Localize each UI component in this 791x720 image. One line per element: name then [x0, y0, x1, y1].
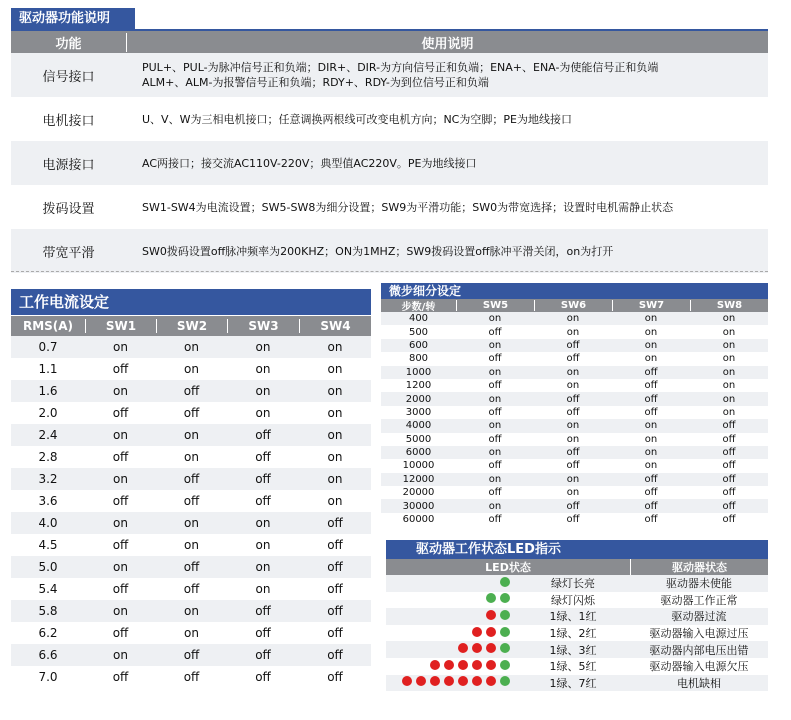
current-rms-cell: 7.0: [38, 670, 58, 684]
microstep-row: [381, 446, 768, 459]
current-switch-cell: on: [327, 406, 343, 420]
current-switch-cell: on: [255, 582, 271, 596]
green-led-icon: [500, 593, 510, 603]
red-led-icon: [486, 676, 496, 686]
microstep-switch-cell: on: [722, 380, 736, 392]
current-switch-cell: on: [113, 604, 128, 618]
microstep-switch-cell: off: [722, 473, 736, 485]
current-rms-cell: 6.2: [38, 626, 58, 640]
microstep-switch-cell: on: [722, 326, 736, 338]
led-indicator: [386, 593, 516, 606]
microstep-table: [381, 299, 768, 526]
microstep-steps-cell: 5000: [405, 433, 432, 445]
microstep-row: [381, 419, 768, 432]
current-rms-cell: 5.0: [38, 560, 58, 574]
current-rms-cell: 3.6: [38, 494, 58, 508]
led-row: [386, 641, 768, 658]
green-led-icon: [500, 577, 510, 587]
current-switch-cell: on: [255, 406, 271, 420]
microstep-switch-cell: on: [488, 339, 502, 351]
current-switch-cell: off: [183, 406, 200, 420]
function-section-title: 驱动器功能说明: [11, 8, 135, 30]
current-rms-cell: 6.6: [38, 648, 58, 662]
microstep-header-cell: SW6: [534, 300, 612, 311]
led-row: [386, 575, 768, 592]
header-led-state: LED状态: [485, 561, 531, 574]
current-switch-cell: off: [327, 538, 343, 552]
current-row: [11, 402, 371, 424]
current-switch-cell: on: [255, 538, 271, 552]
microstep-steps-cell: 1000: [405, 366, 432, 378]
microstep-steps-cell: 60000: [402, 514, 435, 526]
function-desc-line: SW1-SW4为电流设置；SW5-SW8为细分设置；SW9为平滑功能；SW0为带宽选择；设置时电机需静止状态: [142, 200, 674, 214]
microstep-switch-cell: off: [644, 406, 658, 418]
current-header-cell: SW1: [85, 319, 156, 333]
current-rms-cell: 3.2: [38, 472, 58, 486]
current-switch-cell: off: [112, 670, 129, 684]
red-led-icon: [430, 676, 440, 686]
current-switch-cell: off: [255, 648, 271, 662]
current-switch-cell: off: [112, 538, 129, 552]
microstep-header-cell: SW5: [456, 300, 534, 311]
current-row: [11, 512, 371, 534]
current-row: [11, 666, 371, 688]
microstep-row: [381, 339, 768, 352]
led-row: [386, 675, 768, 692]
led-indicator: [386, 676, 516, 689]
microstep-switch-cell: on: [488, 313, 502, 325]
red-led-icon: [458, 676, 468, 686]
current-row: [11, 578, 371, 600]
current-switch-cell: on: [327, 494, 343, 508]
current-row: [11, 490, 371, 512]
current-row: [11, 622, 371, 644]
driver-state-text: 驱动器过流: [671, 610, 727, 624]
current-table: [11, 316, 371, 688]
led-section-title: 驱动器工作状态LED指示: [386, 540, 768, 559]
current-switch-cell: off: [112, 626, 129, 640]
led-row: [386, 658, 768, 675]
microstep-switch-cell: on: [566, 326, 580, 338]
current-rms-cell: 4.5: [38, 538, 58, 552]
microstep-switch-cell: off: [566, 406, 580, 418]
current-switch-cell: off: [255, 670, 271, 684]
current-switch-cell: on: [255, 362, 271, 376]
microstep-steps-cell: 20000: [402, 487, 435, 499]
microstep-switch-cell: off: [566, 339, 580, 351]
current-rms-cell: 1.6: [38, 384, 58, 398]
microstep-row: [381, 312, 768, 325]
current-switch-cell: off: [183, 582, 200, 596]
function-desc-line: ALM+、ALM-为报警信号正和负端；RDY+、RDY-为到位信号正和负端: [142, 76, 489, 89]
red-led-icon: [444, 660, 454, 670]
green-led-icon: [500, 676, 510, 686]
function-table-header: [11, 31, 768, 53]
microstep-row: [381, 433, 768, 446]
microstep-steps-cell: 1200: [405, 380, 432, 392]
current-switch-cell: off: [183, 670, 200, 684]
function-desc-line: U、V、W为三相电机接口；任意调换两根线可改变电机方向；NC为空脚；PE为地线接口: [142, 112, 572, 126]
microstep-switch-cell: on: [644, 339, 658, 351]
current-row: [11, 644, 371, 666]
microstep-switch-cell: off: [644, 514, 658, 526]
current-switch-cell: on: [184, 604, 199, 618]
function-row: [11, 53, 768, 97]
current-rms-cell: 0.7: [38, 340, 58, 354]
current-switch-cell: off: [255, 604, 271, 618]
microstep-row: [381, 486, 768, 499]
led-indicator: [386, 627, 516, 640]
current-switch-cell: off: [112, 450, 129, 464]
microstep-header-cell: SW8: [690, 300, 768, 311]
microstep-switch-cell: off: [722, 514, 736, 526]
current-rms-cell: 5.8: [38, 604, 58, 618]
microstep-switch-cell: on: [722, 353, 736, 365]
current-section-title: 工作电流设定: [11, 289, 371, 315]
led-row: [386, 592, 768, 609]
red-led-icon: [486, 660, 496, 670]
microstep-switch-cell: on: [488, 447, 502, 459]
microstep-switch-cell: on: [722, 366, 736, 378]
current-switch-cell: on: [255, 516, 271, 530]
current-header-cell: RMS(A): [22, 319, 74, 333]
function-desc: [126, 112, 768, 127]
led-table: [386, 559, 768, 691]
green-led-icon: [500, 610, 510, 620]
current-row: [11, 336, 371, 358]
microstep-steps-cell: 6000: [405, 447, 432, 459]
microstep-switch-cell: off: [566, 460, 580, 472]
function-desc: [126, 244, 768, 259]
microstep-switch-cell: on: [566, 313, 580, 325]
red-led-icon: [458, 660, 468, 670]
current-row: [11, 468, 371, 490]
microstep-switch-cell: on: [644, 460, 658, 472]
microstep-steps-cell: 10000: [402, 460, 435, 472]
current-switch-cell: on: [184, 626, 199, 640]
microstep-switch-cell: off: [566, 447, 580, 459]
microstep-row: [381, 513, 768, 526]
current-header-cell: SW2: [156, 319, 227, 333]
microstep-switch-cell: off: [488, 487, 502, 499]
microstep-switch-cell: on: [644, 326, 658, 338]
current-rms-cell: 2.4: [38, 428, 58, 442]
microstep-switch-cell: on: [722, 406, 736, 418]
current-switch-cell: off: [183, 472, 200, 486]
current-switch-cell: off: [112, 362, 129, 376]
red-led-icon: [486, 610, 496, 620]
current-rows: [11, 336, 371, 688]
red-led-icon: [402, 676, 412, 686]
microstep-row: [381, 459, 768, 472]
green-led-icon: [486, 593, 496, 603]
red-led-icon: [416, 676, 426, 686]
microstep-switch-cell: off: [644, 393, 658, 405]
microstep-steps-cell: 600: [408, 339, 429, 351]
microstep-switch-cell: off: [722, 420, 736, 432]
current-switch-cell: on: [184, 362, 199, 376]
current-switch-cell: on: [327, 384, 343, 398]
microstep-row: [381, 325, 768, 338]
microstep-switch-cell: off: [722, 433, 736, 445]
current-switch-cell: off: [112, 494, 129, 508]
current-switch-cell: on: [255, 560, 271, 574]
led-state-text: 1绿、3红: [549, 643, 597, 657]
microstep-switch-cell: on: [644, 447, 658, 459]
microstep-switch-cell: on: [488, 500, 502, 512]
current-switch-cell: off: [112, 406, 129, 420]
current-switch-cell: on: [327, 428, 343, 442]
current-header-cell: SW3: [227, 319, 299, 333]
current-switch-cell: off: [255, 472, 271, 486]
red-led-icon: [472, 660, 482, 670]
microstep-row: [381, 352, 768, 365]
current-switch-cell: on: [113, 560, 128, 574]
microstep-switch-cell: on: [488, 366, 502, 378]
microstep-switch-cell: on: [722, 393, 736, 405]
current-switch-cell: off: [255, 428, 271, 442]
red-led-icon: [458, 643, 468, 653]
microstep-switch-cell: on: [566, 420, 580, 432]
green-led-icon: [500, 660, 510, 670]
led-state-text: 1绿、1红: [549, 610, 597, 624]
current-switch-cell: on: [255, 384, 271, 398]
header-driver-state: 驱动器状态: [630, 559, 768, 575]
microstep-switch-cell: off: [488, 326, 502, 338]
microstep-row: [381, 473, 768, 486]
microstep-switch-cell: off: [566, 393, 580, 405]
microstep-row: [381, 499, 768, 512]
microstep-steps-cell: 4000: [405, 420, 432, 432]
function-desc: [126, 60, 768, 90]
current-switch-cell: on: [113, 384, 128, 398]
function-table-bottom-rule: [11, 271, 768, 272]
microstep-switch-cell: off: [488, 380, 502, 392]
current-switch-cell: on: [184, 538, 199, 552]
current-row: [11, 534, 371, 556]
current-rms-cell: 4.0: [38, 516, 58, 530]
current-switch-cell: off: [327, 582, 343, 596]
led-indicator: [386, 610, 516, 623]
current-row: [11, 446, 371, 468]
led-indicator: [386, 577, 516, 590]
microstep-steps-cell: 500: [408, 326, 429, 338]
current-switch-cell: off: [183, 384, 200, 398]
microstep-switch-cell: on: [488, 473, 502, 485]
current-switch-cell: on: [327, 340, 343, 354]
led-state-text: 1绿、7红: [549, 676, 597, 690]
microstep-switch-cell: on: [488, 420, 502, 432]
driver-state-text: 电机缺相: [677, 676, 721, 690]
current-switch-cell: on: [327, 362, 343, 376]
red-led-icon: [472, 643, 482, 653]
led-row: [386, 625, 768, 642]
microstep-switch-cell: off: [566, 500, 580, 512]
microstep-section-title: 微步细分设定: [381, 283, 768, 299]
current-switch-cell: off: [327, 516, 343, 530]
current-row: [11, 380, 371, 402]
red-led-icon: [486, 627, 496, 637]
current-switch-cell: off: [327, 604, 343, 618]
microstep-switch-cell: on: [644, 313, 658, 325]
current-row: [11, 556, 371, 578]
microstep-switch-cell: off: [566, 353, 580, 365]
driver-state-text: 驱动器内部电压出错: [649, 643, 749, 657]
current-switch-cell: on: [113, 472, 128, 486]
current-header-cell: SW4: [299, 319, 371, 333]
current-switch-cell: on: [113, 648, 128, 662]
microstep-steps-cell: 12000: [402, 473, 435, 485]
led-state-text: 1绿、2红: [549, 627, 597, 641]
current-switch-cell: off: [327, 670, 343, 684]
current-rms-cell: 1.1: [38, 362, 58, 376]
current-switch-cell: off: [255, 450, 271, 464]
current-switch-cell: on: [184, 516, 199, 530]
function-name: 电源接口: [42, 157, 95, 173]
microstep-switch-cell: off: [644, 380, 658, 392]
microstep-steps-cell: 2000: [405, 393, 432, 405]
microstep-switch-cell: off: [566, 514, 580, 526]
microstep-switch-cell: off: [722, 447, 736, 459]
green-led-icon: [500, 627, 510, 637]
microstep-switch-cell: off: [722, 487, 736, 499]
microstep-switch-cell: off: [722, 500, 736, 512]
current-row: [11, 600, 371, 622]
header-function: 功能: [55, 36, 82, 52]
current-switch-cell: off: [255, 626, 271, 640]
microstep-switch-cell: off: [644, 366, 658, 378]
current-table-header: [11, 316, 371, 336]
microstep-switch-cell: off: [488, 433, 502, 445]
current-switch-cell: on: [327, 450, 343, 464]
driver-state-text: 驱动器未使能: [666, 577, 732, 591]
current-switch-cell: off: [183, 648, 200, 662]
microstep-table-header: [381, 299, 768, 312]
current-switch-cell: off: [327, 626, 343, 640]
led-state-text: 绿灯闪烁: [551, 593, 595, 607]
microstep-switch-cell: off: [488, 406, 502, 418]
microstep-row: [381, 392, 768, 405]
function-row: [11, 229, 768, 273]
microstep-switch-cell: off: [722, 460, 736, 472]
current-switch-cell: on: [184, 428, 199, 442]
function-name: 电机接口: [42, 113, 95, 129]
led-indicator: [386, 643, 516, 656]
function-desc: [126, 156, 768, 171]
led-state-text: 1绿、5红: [549, 660, 597, 674]
current-switch-cell: off: [327, 648, 343, 662]
function-desc-line: PUL+、PUL-为脉冲信号正和负端；DIR+、DIR-为方向信号正和负端；ENA+、ENA-为使能信号正和负端: [142, 61, 659, 74]
microstep-switch-cell: on: [566, 380, 580, 392]
current-switch-cell: on: [255, 340, 271, 354]
microstep-switch-cell: off: [644, 473, 658, 485]
microstep-switch-cell: on: [644, 353, 658, 365]
current-switch-cell: off: [183, 560, 200, 574]
function-rows: [11, 53, 768, 273]
current-switch-cell: on: [113, 428, 128, 442]
red-led-icon: [472, 627, 482, 637]
led-row: [386, 608, 768, 625]
microstep-steps-cell: 800: [408, 353, 429, 365]
driver-state-text: 驱动器输入电源过压: [649, 627, 749, 641]
red-led-icon: [430, 660, 440, 670]
microstep-header-cell: 步数/转: [401, 302, 436, 313]
led-indicator: [386, 660, 516, 673]
current-rms-cell: 2.8: [38, 450, 58, 464]
microstep-row: [381, 379, 768, 392]
current-rms-cell: 5.4: [38, 582, 58, 596]
microstep-switch-cell: on: [644, 433, 658, 445]
microstep-steps-cell: 3000: [405, 406, 432, 418]
red-led-icon: [486, 643, 496, 653]
microstep-switch-cell: on: [566, 433, 580, 445]
function-name: 带宽平滑: [42, 245, 95, 261]
red-led-icon: [472, 676, 482, 686]
function-row: [11, 97, 768, 141]
current-switch-cell: on: [327, 472, 343, 486]
microstep-switch-cell: on: [566, 473, 580, 485]
function-name: 信号接口: [42, 69, 95, 85]
function-row: [11, 141, 768, 185]
led-table-header: [386, 559, 768, 575]
current-switch-cell: off: [255, 494, 271, 508]
microstep-switch-cell: off: [488, 514, 502, 526]
current-switch-cell: on: [113, 340, 128, 354]
microstep-switch-cell: off: [644, 487, 658, 499]
current-rms-cell: 2.0: [38, 406, 58, 420]
current-switch-cell: off: [112, 582, 129, 596]
microstep-switch-cell: on: [644, 420, 658, 432]
current-switch-cell: off: [183, 494, 200, 508]
driver-state-text: 驱动器工作正常: [660, 593, 738, 607]
led-rows: [386, 575, 768, 691]
current-row: [11, 358, 371, 380]
microstep-switch-cell: on: [566, 487, 580, 499]
current-switch-cell: on: [184, 340, 199, 354]
microstep-rows: [381, 312, 768, 526]
function-desc-line: AC两接口；接交流AC110V-220V；典型值AC220V。PE为地线接口: [142, 156, 477, 170]
led-state-text: 绿灯长亮: [551, 577, 595, 591]
microstep-switch-cell: on: [566, 366, 580, 378]
microstep-steps-cell: 30000: [402, 500, 435, 512]
function-desc-line: SW0拨码设置off脉冲频率为200KHZ；ON为1MHZ；SW9拨码设置off脉冲平滑关闭，on为打开: [142, 244, 614, 258]
current-row: [11, 424, 371, 446]
current-switch-cell: off: [327, 560, 343, 574]
red-led-icon: [444, 676, 454, 686]
microstep-row: [381, 406, 768, 419]
green-led-icon: [500, 643, 510, 653]
function-desc: [126, 200, 768, 215]
function-row: [11, 185, 768, 229]
microstep-switch-cell: on: [488, 393, 502, 405]
microstep-steps-cell: 400: [408, 313, 429, 325]
microstep-switch-cell: on: [722, 339, 736, 351]
microstep-switch-cell: on: [722, 313, 736, 325]
microstep-switch-cell: off: [488, 353, 502, 365]
microstep-switch-cell: off: [488, 460, 502, 472]
current-switch-cell: on: [113, 516, 128, 530]
microstep-header-cell: SW7: [612, 300, 690, 311]
microstep-row: [381, 366, 768, 379]
driver-state-text: 驱动器输入电源欠压: [649, 660, 749, 674]
microstep-switch-cell: off: [644, 500, 658, 512]
current-switch-cell: on: [184, 450, 199, 464]
function-name: 拨码设置: [42, 201, 95, 217]
header-usage: 使用说明: [126, 33, 768, 52]
function-table: [11, 31, 768, 273]
